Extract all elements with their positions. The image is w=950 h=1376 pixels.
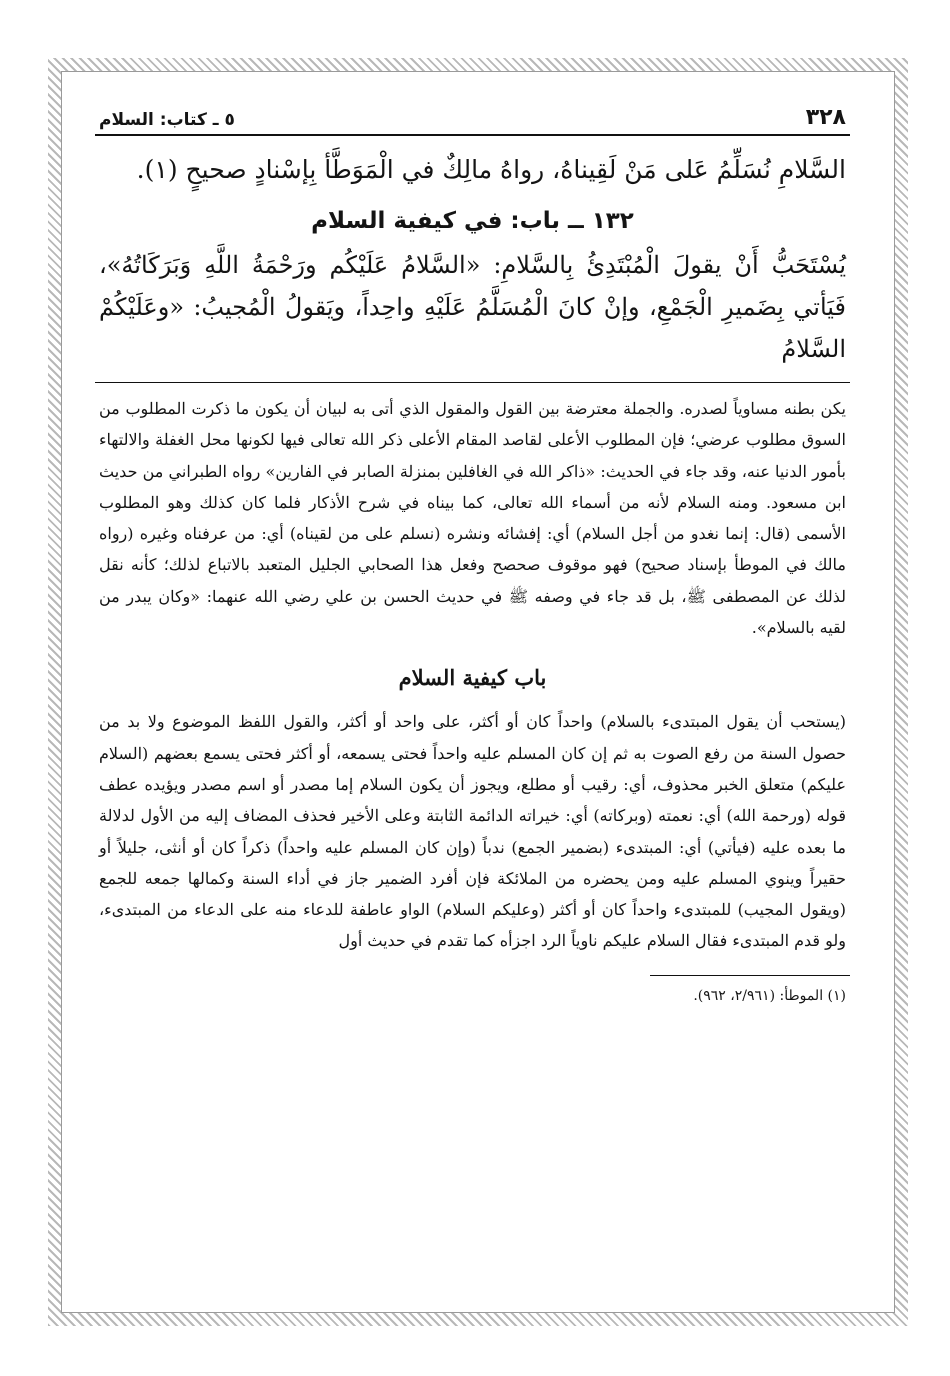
commentary-paragraph-2: (يستحب أن يقول المبتدىء بالسلام) واحداً كان أو أكثر، على واحد أو أكثر، والقول اللفظ الموضوع ولا بد من حصول السنة من رفع الصوت به ثم إن كان المسلم عليه واحداً فحتى يسمعه، أو أكثر فحتى يسمع بعضهم (السلام عليكم) متعلق الخبر محذوف، أي: رقيب أو مطلع، ويجوز أن يكون السلام إما مصدر أو اسم مصدر ويؤيده عطف قوله (ورحمة الله) أي: نعمته (وبركاته) أي: خيراته الدائمة الثابتة وعلى الأخير فحذف المضاف إليه من الأول لدلالة ما بعده عليه (فيأتي) أي: المبتدىء (بضمير الجمع) ندباً (وإن كان المسلم عليه واحداً) ذكراً كان أو أنثى، جليلاً أو حقيراً وينوي المسلم عليه ومن يحضره من الملائكة فإن أفرد الضمير جاز في أداء السنة وكمالها جمعه للجمع (ويقول المجيب) للمبتدىء واحداً كان أو أكثر (وعليكم السلام) الواو عاطفة للدعاء منه على الدعاء من المبتدىء، ولو قدم المبتدىء فقال السلام عليكم ناوياً الرد اجزأه كما تقدم في حديث أول	[99, 712, 847, 951]
matn-text: يُسْتَحَبُّ أَنْ يقولَ الْمُبْتَدِئُ بِالسَّلامِ: «السَّلامُ عَلَيْكُم ورَحْمَةُ اللَّهِ وَبَرَكَاتُهُ»، فَيَأتي بِضَميرِ الْجَمْعِ، وإنْ كانَ الْمُسَلَّمُ عَلَيْهِ واحِداً، ويَقولُ الْمُجيبُ: «وعَلَيْكُمْ السَّلامُ	[99, 251, 846, 363]
chapter-heading: ١٣٢ ــ باب: في كيفية السلام	[311, 208, 634, 234]
page-number: ٣٢٨	[805, 105, 846, 130]
footnote-rule	[650, 975, 850, 976]
commentary-heading: باب كيفية السلام	[398, 665, 547, 691]
matn-continuation: السَّلامِ نُسَلِّمُ عَلى مَنْ لَقِيناهُ، رواهُ مالِكٌ في الْمَوَطَّأ بِإسْنادٍ صحيحٍ (١).	[136, 155, 846, 184]
matn-commentary-divider	[95, 382, 850, 383]
commentary-paragraph-1: يكن بطنه مساوياً لصدره. والجملة معترضة بين القول والمقول الذي أتى به لبيان أن يكون ما ذكرت المطلوب من السوق مطلوب عرضي؛ فإن المطلوب الأعلى لقاصد المقام الأعلى ذكر الله تعالى فيها لكونها محل الغفلة والالتهاء بأمور الدنيا عنه، وقد جاء في الحديث: «ذاكر الله في الغافلين بمنزلة الصابر في الفارين» رواه الطبراني من حديث ابن مسعود. ومنه السلام لأنه من أسماء الله تعالى، كما بيناه في شرح الأذكار فلما كان كذلك وهو المطلوب الأسمى (قال: إنما نغدو من أجل السلام) أي: إفشائه ونشره (نسلم على من لقيناه) أي: من عرفناه وغيره (رواه مالك في الموطأ بإسناد صحيح) فهو موقوف صحصح وفعل هذا الصحابي الجليل المتعبد بالاتباع لذلك؛ كأنه نقل لذلك عن المصطفى ﷺ، بل قد جاء في وصفه ﷺ في حديث الحسن بن علي رضي الله عنهما: «وكان يبدر من لقيه بالسلام».	[99, 399, 846, 638]
page-content	[95, 90, 850, 1300]
running-title: ٥ ـ كتاب: السلام	[99, 110, 235, 130]
page-header	[95, 90, 850, 136]
footnote: (١) الموطأ: (٢/٩٦١، ٩٦٢).	[693, 987, 846, 1004]
